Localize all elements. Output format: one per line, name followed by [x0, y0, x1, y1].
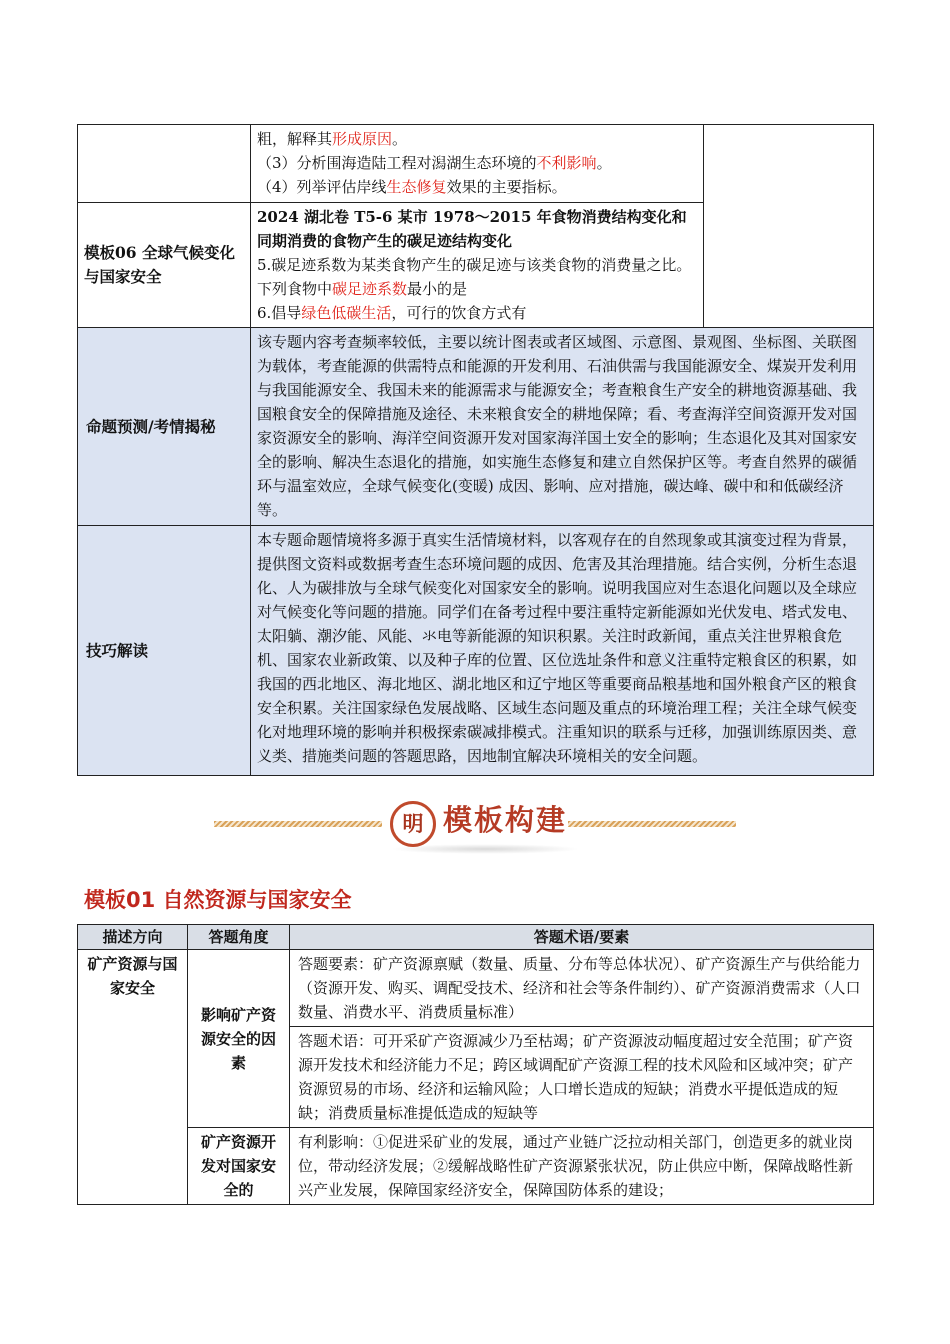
- factors-terms-cell: 答题术语：可开采矿产资源减少乃至枯竭；矿产资源波动幅度超过安全范围；矿产资源开发技术和经济能力不足；跨区域调配矿产资源工程的技术风险和区域冲突；矿产资源贸易的市场、经济和运输风险；人口增长造成的短缺；消费水平提低造成的短缺；消费质量标准提低造成的短缺等: [290, 1027, 874, 1128]
- prediction-label: 命题预测/考情揭秘: [78, 328, 251, 526]
- highlight-text: 不利影响: [536, 154, 597, 172]
- section-title: 模板01 自然资源与国家安全: [84, 888, 352, 912]
- angle-factors-cell: 影响矿产资源安全的因素: [188, 950, 290, 1128]
- row1-blank-cell: [704, 125, 874, 328]
- header-terms: 答题术语/要素: [290, 925, 874, 950]
- factors-elements-cell: 答题要素：矿产资源禀赋（数量、质量、分布等总体状况）、矿产资源生产与供给能力（资源开发、购买、调配受技术、经济和社会等条件制约）、矿产资源消费需求（人口数量、消费水平、消费质量标准）: [290, 950, 874, 1027]
- highlight-text: 形成原因: [332, 130, 393, 148]
- row2-questions-cell: 2024 湖北卷 T5-6 某市 1978～2015 年食物消费结构变化和同期消费的食物产生的碳足迹结构变化 5.碳足迹系数为某类食物产生的碳足迹与该类食物的消费量之比。下列食物中碳足迹系数最小的是 6.倡导绿色低碳生活，可行的饮食方式有: [251, 203, 704, 328]
- direction-cell: 矿产资源与国家安全: [78, 950, 188, 1205]
- answer-template-table: [77, 924, 874, 1205]
- highlight-text: 生态修复: [386, 178, 447, 196]
- exam-info-table: [77, 124, 874, 776]
- highlight-text: 碳足迹系数: [332, 280, 408, 298]
- template-build-banner: [200, 796, 750, 860]
- angle-impact-cell: 矿产资源开发对国家安全的: [188, 1128, 290, 1205]
- skills-text: 本专题命题情境将多源于真实生活情境材料，以客观存在的自然现象或其演变过程为背景，提供图文资料或数据考查生态环境问题的成因、危害及其治理措施。结合实例，分析生态退化、人为碳排放与全球气候变化对国家安全的影响。说明我国应对生态退化问题以及全球应对气候变化等问题的措施。同学们在备考过程中要注重特定新能源如光伏发电、塔式发电、太阳躺、潮汐能、风能、氺电等新能源的知识积累。关注时政新闻，重点关注世界粮食危机、国家农业新政策、以及种子库的位置、区位选址条件和意义注重特定粮食区的积累，如我国的西北地区、海北地区、湖北地区和辽宁地区等重要商品粮基地和国外粮食产区的粮食安全积累。关注国家绿色发展战略、区域生态问题及重点的环境治理工程；关注全球气候变化对地理环境的影响并积极探索碳减排模式。注重知识的联系与迁移，加强训练原因类、意义类、措施类问题的答题思路，因地制宜解决环境相关的安全问题。: [251, 526, 874, 776]
- template-06-label: 模板06 全球气候变化与国家安全: [78, 203, 251, 328]
- row1-questions-cell: 粗，解释其形成原因。 （3）分析围海造陆工程对潟湖生态环境的不利影响。 （4）列举评估岸线生态修复效果的主要指标。: [251, 125, 704, 203]
- header-direction: 描述方向: [78, 925, 188, 950]
- banner-badge: 明: [390, 801, 436, 847]
- prediction-text: 该专题内容考查频率较低，主要以统计图表或者区域图、示意图、景观图、坐标图、关联图为载体，考查能源的供需特点和能源的开发利用、石油供需与我国能源安全、煤炭开发利用与我国能源安全、我国未来的能源需求与能源安全；考查粮食生产安全的耕地资源基础、我国粮食安全的保障措施及途径、未来粮食安全的耕地保障；看、考查海洋空间资源开发对国家资源安全的影响、海洋空间资源开发对国家海洋国土安全的影响；生态退化及其对国家安全的影响、解决生态退化的措施，如实施生态修复和建立自然保护区等。考查自然界的碳循环与温室效应，全球气候变化(变暖) 成因、影响、应对措施，碳达峰、碳中和和低碳经济等。: [251, 328, 874, 526]
- header-angle: 答题角度: [188, 925, 290, 950]
- highlight-text: 绿色低碳生活: [301, 304, 392, 322]
- row1-label-cell: [78, 125, 251, 203]
- banner-stripe-left: [214, 821, 382, 827]
- impact-cell: 有利影响：①促进采矿业的发展，通过产业链广泛拉动相关部门，创造更多的就业岗位，带动经济发展；②缓解战略性矿产资源紧张状况，防止供应中断，保障战略性新兴产业发展，保障国家经济安全，保障国防体系的建设；: [290, 1128, 874, 1205]
- skills-label: 技巧解读: [78, 526, 251, 776]
- banner-title: 模板构建: [443, 803, 568, 837]
- banner-stripe-right: [568, 821, 736, 827]
- exam-question-heading: 2024 湖北卷 T5-6 某市 1978～2015 年食物消费结构变化和同期消费的食物产生的碳足迹结构变化: [257, 208, 687, 250]
